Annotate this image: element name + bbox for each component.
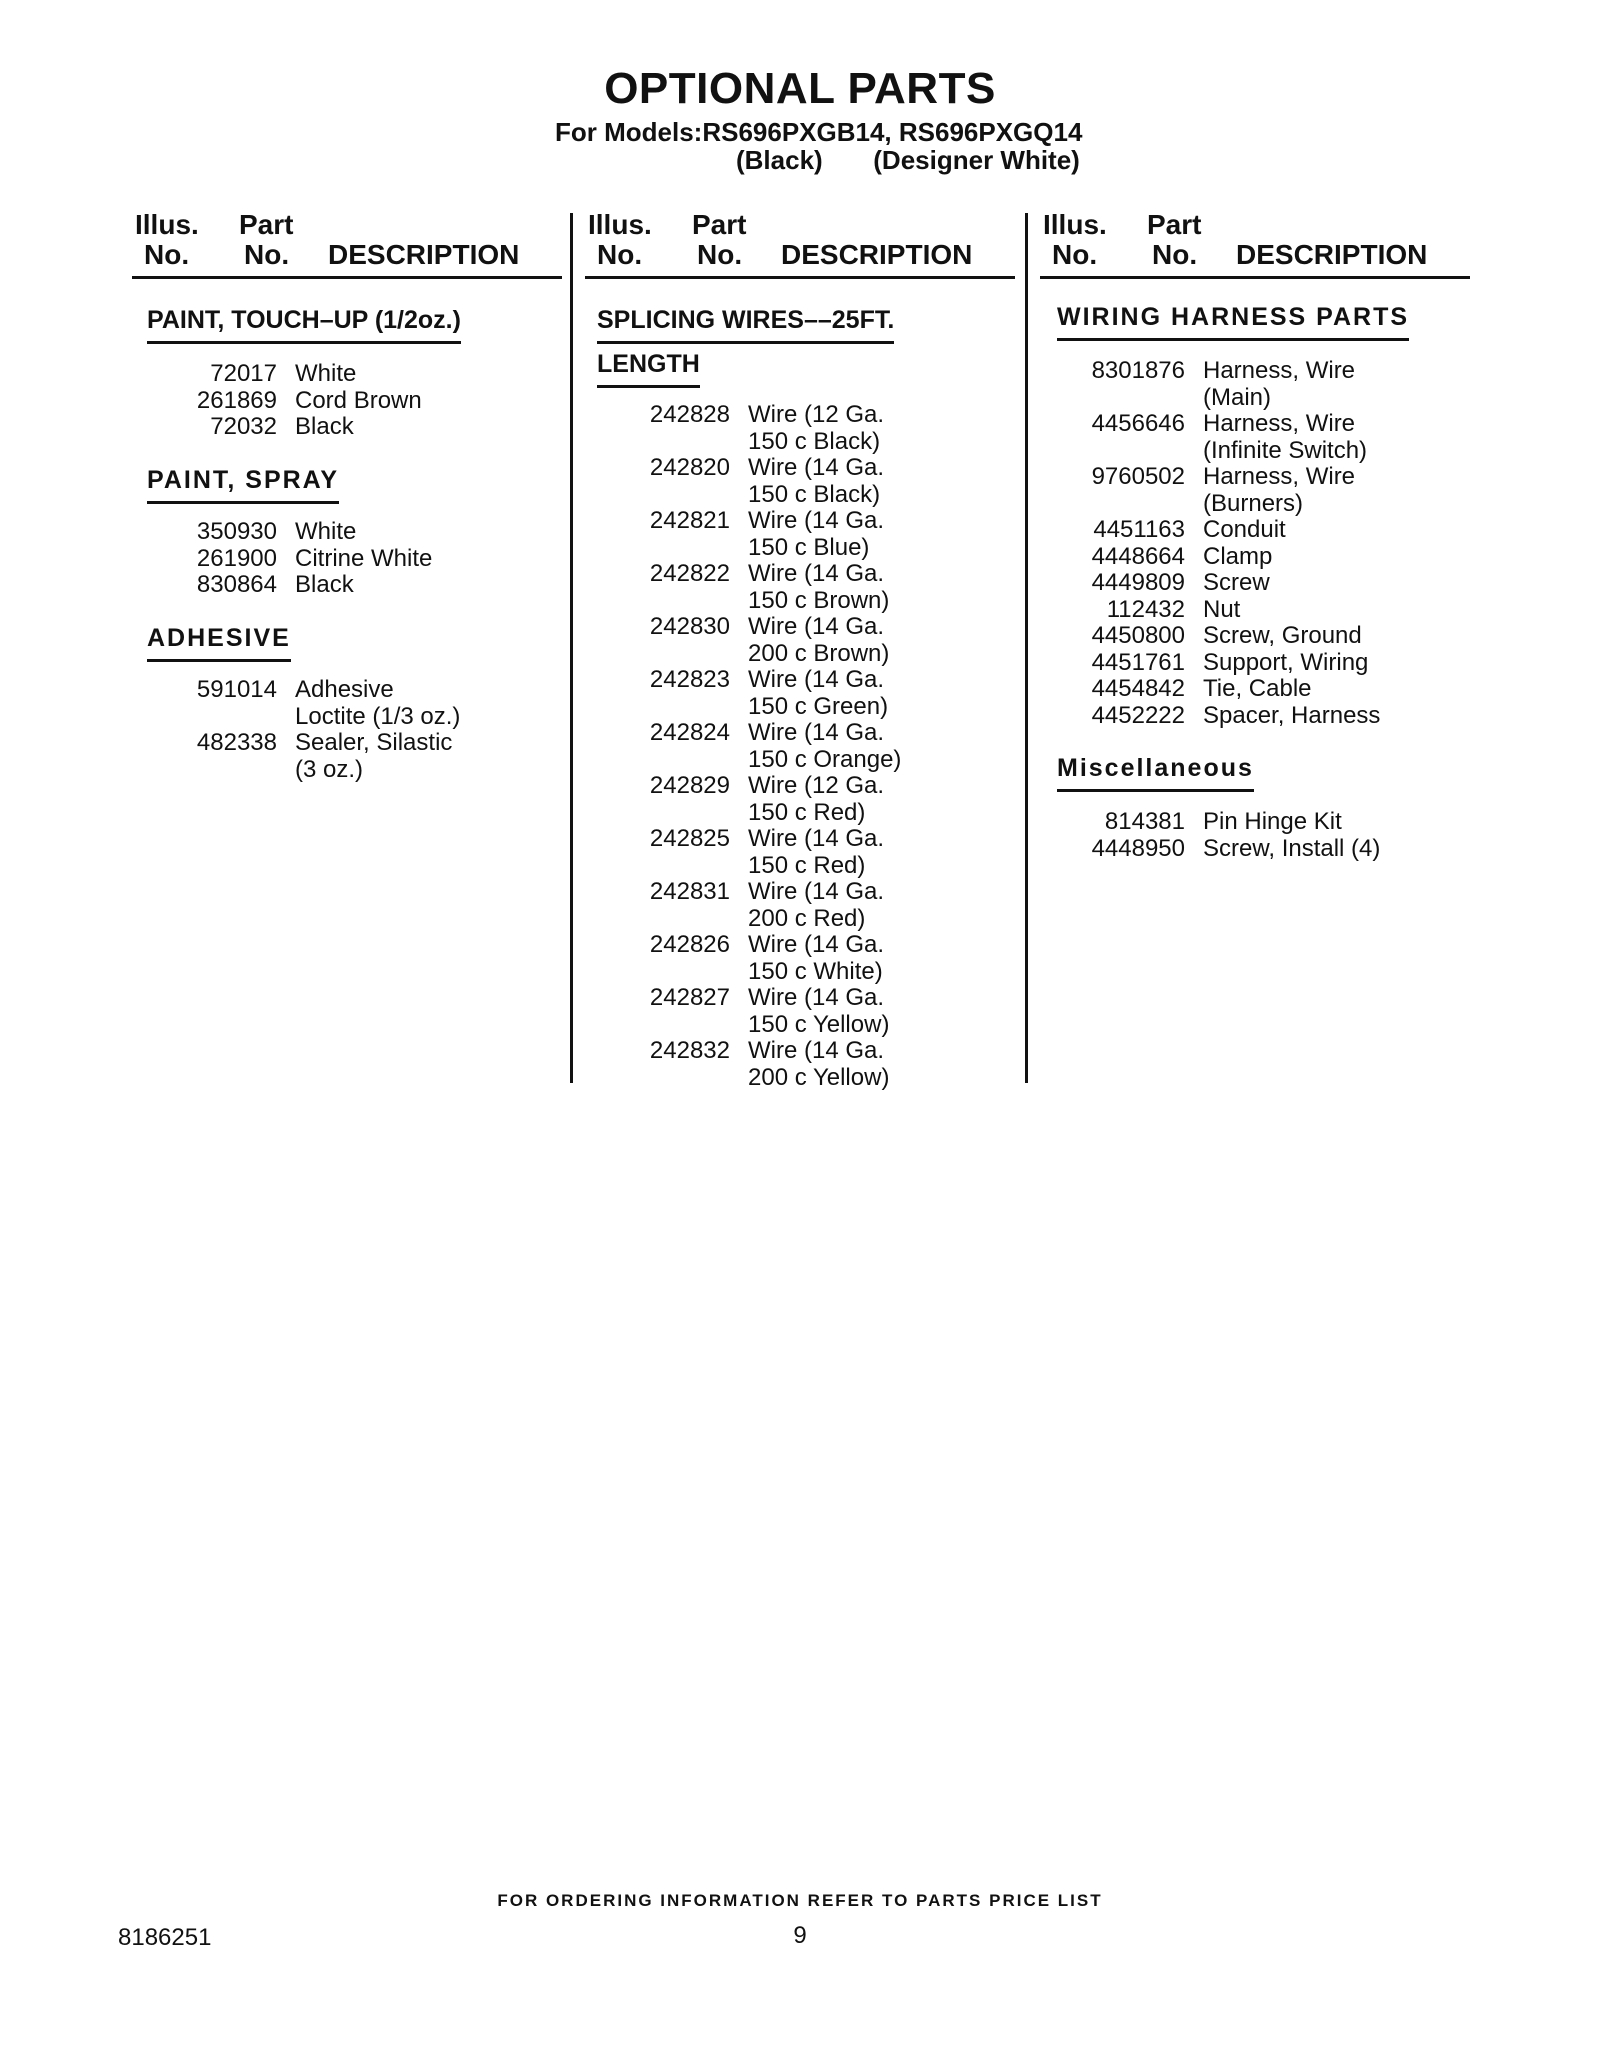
part-row (157, 572, 557, 599)
illus-no-header: No. (1052, 239, 1098, 270)
part-description: 200 c Red) (748, 904, 866, 932)
part-row (610, 773, 1010, 826)
part-description: Spacer, Harness (1203, 701, 1381, 729)
section-title: PAINT, TOUCH–UP (1/2oz.) (147, 306, 461, 344)
part-description: 150 c Red) (748, 798, 866, 826)
part-row (1065, 836, 1465, 863)
part-row (157, 414, 557, 441)
part-description: (Burners) (1203, 489, 1304, 517)
part-row (610, 879, 1010, 932)
part-row (610, 932, 1010, 985)
column-divider (1025, 213, 1028, 1083)
part-header: Part (692, 209, 747, 240)
description-header: DESCRIPTION (781, 239, 973, 270)
part-description: Wire (14 Ga. (748, 560, 885, 587)
part-description: 150 c Blue) (748, 533, 870, 561)
part-header: Part (239, 209, 294, 240)
part-description: Wire (12 Ga. (748, 772, 885, 799)
part-description: Wire (14 Ga. (748, 984, 885, 1011)
part-row (1065, 650, 1465, 677)
part-description: Harness, Wire (1203, 410, 1356, 437)
part-description: Black (295, 571, 354, 598)
part-description: 200 c Brown) (748, 639, 890, 667)
part-number: 4450800 (1091, 622, 1185, 649)
part-description: Wire (14 Ga. (748, 931, 885, 958)
variants-line: (Black) (Designer White) (736, 145, 1080, 175)
part-number: 350930 (196, 518, 277, 545)
part-row (1065, 544, 1465, 571)
part-description: Adhesive (295, 676, 394, 703)
column-header (585, 206, 1015, 279)
part-number: 242820 (649, 454, 730, 481)
part-description: Sealer, Silastic (295, 729, 453, 756)
part-row (610, 455, 1010, 508)
part-description: Support, Wiring (1203, 648, 1369, 676)
part-row (157, 388, 557, 415)
description-header: DESCRIPTION (1236, 239, 1428, 270)
part-number: 261869 (196, 386, 277, 414)
part-number: 4454842 (1091, 675, 1185, 702)
part-row (157, 546, 557, 573)
section-title: Miscellaneous (1057, 754, 1254, 792)
part-description: 150 c Yellow) (748, 1010, 890, 1038)
section-title: SPLICING WIRES––25FT. (597, 306, 894, 344)
part-row (1065, 809, 1465, 836)
part-number: 4449809 (1091, 569, 1185, 596)
part-number: 242821 (649, 507, 730, 534)
part-row (1065, 517, 1465, 544)
part-row (1065, 623, 1465, 650)
part-number: 591014 (196, 676, 277, 703)
part-number: 4452222 (1091, 701, 1185, 729)
part-number: 242831 (649, 878, 730, 905)
section-title: ADHESIVE (147, 624, 291, 662)
part-number: 9760502 (1091, 463, 1185, 490)
part-number: 482338 (196, 729, 277, 756)
part-description: Citrine White (295, 544, 433, 572)
part-number: 242832 (649, 1037, 730, 1064)
part-row (157, 730, 557, 783)
part-number: 4451761 (1091, 648, 1185, 676)
part-description: 150 c Orange) (748, 745, 902, 773)
part-number: 242823 (649, 666, 730, 693)
part-number: 242822 (649, 560, 730, 587)
part-no-header: No. (697, 239, 743, 270)
illus-header: Illus. (135, 209, 199, 240)
part-number: 112432 (1106, 595, 1185, 623)
part-description: Clamp (1203, 542, 1273, 570)
part-description: (Main) (1203, 383, 1272, 411)
part-row (610, 826, 1010, 879)
part-row (1065, 464, 1465, 517)
part-description: Wire (14 Ga. (748, 825, 885, 852)
section-title: WIRING HARNESS PARTS (1057, 303, 1409, 341)
part-number: 242826 (649, 931, 730, 958)
part-description: Wire (12 Ga. (748, 401, 885, 428)
part-number: 8301876 (1091, 357, 1185, 384)
part-no-header: No. (1152, 239, 1198, 270)
part-description: Conduit (1203, 516, 1286, 543)
document-number: 8186251 (118, 1924, 212, 1951)
part-description: Screw (1203, 569, 1270, 596)
part-number: 242828 (649, 401, 730, 428)
part-number: 261900 (196, 544, 277, 572)
part-description: 150 c Black) (748, 427, 881, 455)
models-line: For Models:RS696PXGB14, RS696PXGQ14 (555, 117, 1083, 147)
part-description: Screw, Install (4) (1203, 834, 1381, 862)
part-row (610, 614, 1010, 667)
part-number: 4451163 (1093, 516, 1185, 543)
part-description: Wire (14 Ga. (748, 878, 885, 905)
part-number: 814381 (1104, 808, 1185, 835)
part-description: Wire (14 Ga. (748, 666, 885, 693)
part-row (1065, 676, 1465, 703)
part-description: Wire (14 Ga. (748, 1037, 885, 1064)
column-divider (570, 213, 573, 1083)
section-title-line2: LENGTH (597, 350, 700, 388)
part-row (1065, 597, 1465, 624)
section-title: PAINT, SPRAY (147, 466, 339, 504)
part-row (1065, 703, 1465, 730)
part-description: Screw, Ground (1203, 622, 1362, 649)
part-description: Loctite (1/3 oz.) (295, 702, 461, 730)
parts-column-3 (1040, 206, 1470, 1086)
part-row (157, 361, 557, 388)
illus-no-header: No. (597, 239, 643, 270)
illus-header: Illus. (1043, 209, 1107, 240)
part-description: Harness, Wire (1203, 463, 1356, 490)
part-number: 4456646 (1091, 410, 1185, 437)
part-description: 150 c Green) (748, 692, 889, 720)
part-row (1065, 358, 1465, 411)
description-header: DESCRIPTION (328, 239, 520, 270)
part-number: 242824 (649, 719, 730, 746)
part-row (610, 667, 1010, 720)
part-description: Wire (14 Ga. (748, 454, 885, 481)
illus-header: Illus. (588, 209, 652, 240)
part-description: Wire (14 Ga. (748, 507, 885, 534)
part-row (157, 519, 557, 546)
part-number: 830864 (196, 571, 277, 598)
part-header: Part (1147, 209, 1202, 240)
page-title: OPTIONAL PARTS (604, 64, 996, 113)
part-number: 4448950 (1091, 834, 1185, 862)
ordering-note: FOR ORDERING INFORMATION REFER TO PARTS PRICE LIST (497, 1891, 1103, 1910)
part-row (1065, 570, 1465, 597)
part-description: Harness, Wire (1203, 357, 1356, 384)
part-row (610, 508, 1010, 561)
part-number: 4448664 (1091, 542, 1185, 570)
part-row (610, 561, 1010, 614)
column-header (1040, 206, 1470, 279)
part-description: Wire (14 Ga. (748, 613, 885, 640)
part-description: (3 oz.) (295, 755, 364, 783)
part-description: 150 c White) (748, 957, 883, 985)
part-description: Nut (1203, 595, 1241, 623)
part-number: 242829 (649, 772, 730, 799)
part-description: Pin Hinge Kit (1203, 808, 1342, 835)
part-no-header: No. (244, 239, 290, 270)
parts-column-2 (585, 206, 1015, 1091)
part-number: 242825 (649, 825, 730, 852)
column-header (132, 206, 562, 279)
part-description: White (295, 360, 357, 387)
part-number: 72032 (210, 413, 277, 440)
part-description: 200 c Yellow) (748, 1063, 890, 1091)
part-number: 242827 (649, 984, 730, 1011)
part-number: 242830 (649, 613, 730, 640)
part-row (610, 1038, 1010, 1091)
part-description: 150 c Brown) (748, 586, 890, 614)
part-description: Wire (14 Ga. (748, 719, 885, 746)
part-description: (Infinite Switch) (1203, 436, 1368, 464)
page-number: 9 (793, 1922, 807, 1949)
part-description: Black (295, 413, 354, 440)
part-row (157, 677, 557, 730)
part-row (610, 720, 1010, 773)
part-description: 150 c Red) (748, 851, 866, 879)
part-number: 72017 (210, 360, 277, 387)
part-description: Tie, Cable (1203, 675, 1312, 702)
part-description: White (295, 518, 357, 545)
parts-column-1 (132, 206, 562, 1086)
part-row (610, 985, 1010, 1038)
part-row (610, 402, 1010, 455)
part-row (1065, 411, 1465, 464)
part-description: 150 c Black) (748, 480, 881, 508)
part-description: Cord Brown (295, 386, 422, 414)
illus-no-header: No. (144, 239, 190, 270)
